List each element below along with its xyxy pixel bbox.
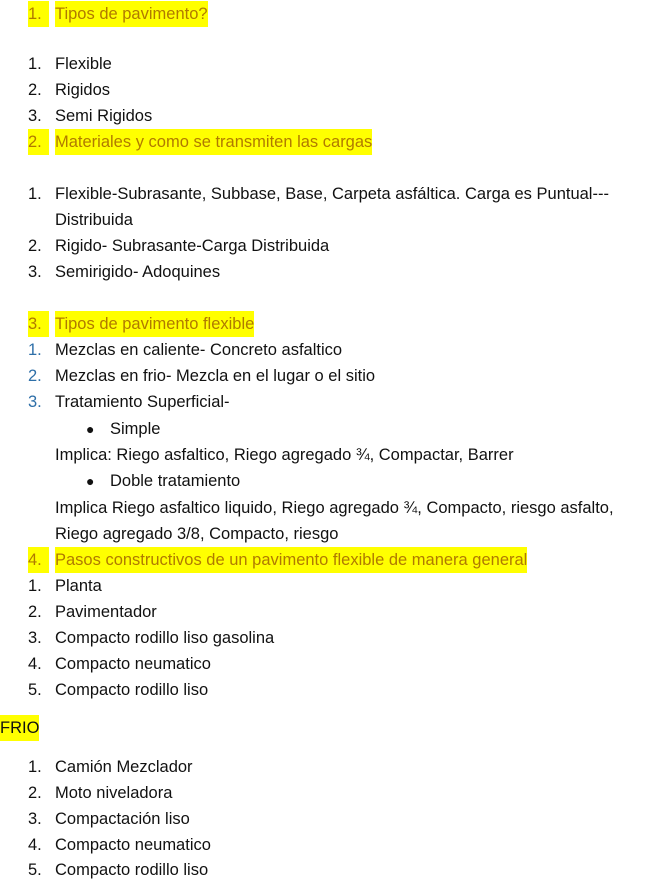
heading-2-number: 2. [28,129,49,155]
heading-3-number: 3. [28,311,49,337]
list-number: 1. [28,758,42,776]
bullet-text: Doble tratamiento [110,472,241,490]
list-number: 5. [28,681,42,699]
list-text: Planta [55,577,102,595]
list-number: 4. [28,655,42,673]
heading-4-number: 4. [28,547,49,573]
list-text: Compacto rodillo liso [55,681,209,699]
list-text: Mezclas en caliente- Concreto asfaltico [55,341,343,359]
list-number: 1. [28,185,42,203]
list-number: 3. [28,107,42,125]
list-number: 1. [28,55,42,73]
list-number: 2. [28,81,42,99]
heading-4-title: Pasos constructivos de un pavimento flexible de manera general [55,547,527,573]
list-text: Compactación liso [55,810,190,828]
list-number: 4. [28,836,42,854]
bullet-icon: ● [86,421,95,437]
list-number: 1. [28,341,42,359]
paragraph-text: Implica: Riego asfaltico, Riego agregado ¾, Compactar, Barrer [55,446,514,464]
list-text: Tratamiento Superficial- [55,393,230,411]
list-number: 3. [28,393,42,411]
list-number: 2. [28,603,42,621]
list-text: Compacto neumatico [55,836,211,854]
heading-2-title: Materiales y como se transmiten las cargas [55,129,372,155]
list-text: Compacto rodillo liso gasolina [55,629,275,647]
list-text: Distribuida [55,211,133,229]
list-text: Compacto neumatico [55,655,211,673]
list-text: Flexible-Subrasante, Subbase, Base, Carpeta asfáltica. Carga es Puntual--- [55,185,609,203]
list-text: Camión Mezclador [55,758,193,776]
frio-label: FRIO [0,715,39,741]
list-text: Rigido- Subrasante-Carga Distribuida [55,237,330,255]
heading-3-title: Tipos de pavimento flexible [55,311,254,337]
list-number: 3. [28,263,42,281]
list-number: 2. [28,237,42,255]
list-text: Moto niveladora [55,784,173,802]
list-number: 3. [28,629,42,647]
list-text: Flexible [55,55,112,73]
heading-1-title: Tipos de pavimento? [55,1,208,27]
list-number: 1. [28,577,42,595]
list-number: 2. [28,784,42,802]
list-number: 3. [28,810,42,828]
list-number: 5. [28,861,42,879]
bullet-text: Simple [110,420,161,438]
list-text: Rigidos [55,81,111,99]
list-text: Mezclas en frio- Mezcla en el lugar o el sitio [55,367,376,385]
list-text: Compacto rodillo liso [55,861,209,879]
list-text: Semirigido- Adoquines [55,263,221,281]
paragraph-text: Implica Riego asfaltico liquido, Riego agregado ¾, Compacto, riesgo asfalto, [55,499,614,517]
bullet-icon: ● [86,473,95,489]
paragraph-text: Riego agregado 3/8, Compacto, riesgo [55,525,339,543]
list-text: Pavimentador [55,603,157,621]
heading-1-number: 1. [28,1,49,27]
list-number: 2. [28,367,42,385]
list-text: Semi Rigidos [55,107,153,125]
